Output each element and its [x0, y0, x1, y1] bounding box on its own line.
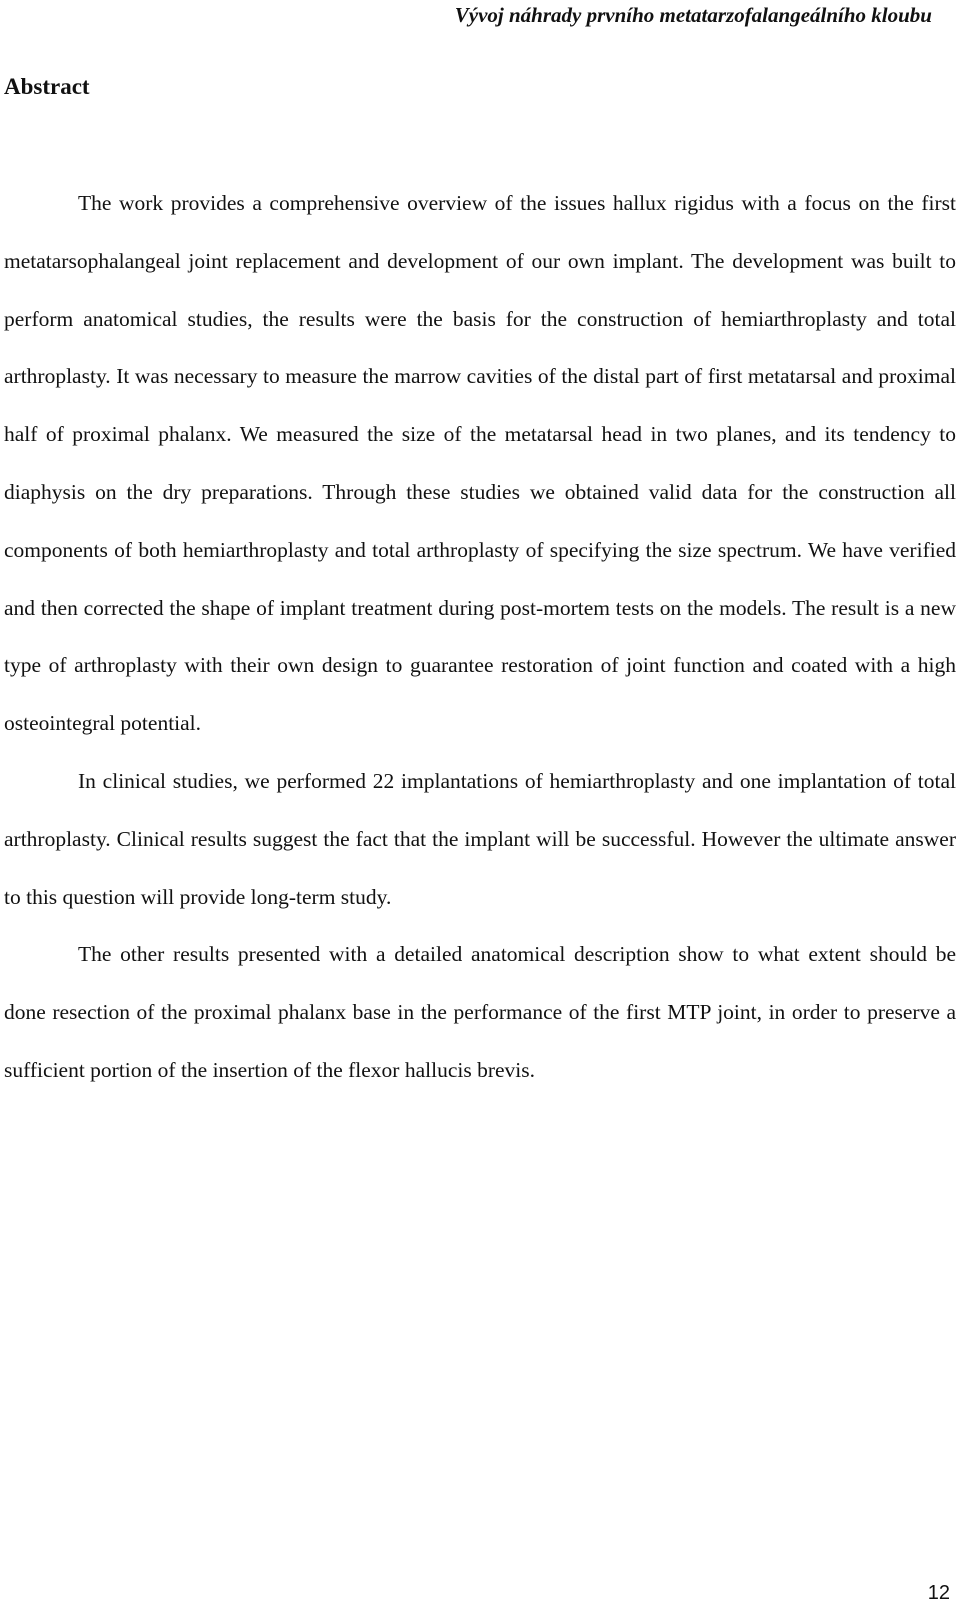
running-header: Vývoj náhrady prvního metatarzofalangeálního kloubu [454, 3, 932, 27]
page-number: 12 [927, 1582, 950, 1604]
abstract-paragraph-3: The other results presented with a detailed anatomical description show to what extent should be done resection of the proximal phalanx base in the performance of the first MTP joint, in order to preserve a sufficient portion of the insertion of the flexor hallucis brevis. [4, 942, 956, 1082]
section-heading-abstract: Abstract [4, 74, 90, 99]
abstract-paragraph-1: The work provides a comprehensive overview of the issues hallux rigidus with a focus on the first metatarsophalangeal joint replacement and development of our own implant. The development was built to perform anatomical studies, the results were the basis for the construction of hemiarthroplasty and total arthroplasty. It was necessary to measure the marrow cavities of the distal part of first metatarsal and proximal half of proximal phalanx. We measured the size of the metatarsal head in two planes, and its tendency to diaphysis on the dry preparations. Through these studies we obtained valid data for the construction all components of both hemiarthroplasty and total arthroplasty of specifying the size spectrum. We have verified and then corrected the shape of implant treatment during post-mortem tests on the models. The result is a new type of arthroplasty with their own design to guarantee restoration of joint function and coated with a high osteointegral potential. [4, 191, 956, 736]
abstract-paragraph-2: In clinical studies, we performed 22 implantations of hemiarthroplasty and one implantation of total arthroplasty. Clinical results suggest the fact that the implant will be successful. However the ultimate answer to this question will provide long-term study. [4, 768, 956, 909]
abstract-body [4, 175, 956, 1100]
